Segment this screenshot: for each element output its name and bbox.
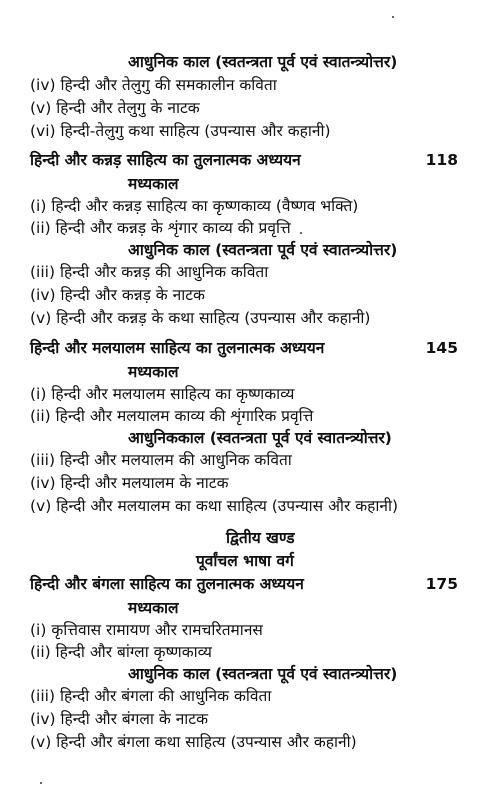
toc-entry: (i) हिन्दी और मलयालम साहित्य का कृष्णकाव्य	[30, 385, 295, 403]
toc-entry: (ii) हिन्दी और बांग्ला कृष्णकाव्य	[30, 643, 212, 661]
toc-entry: (iii) हिन्दी और कन्नड़ की आधुनिक कविता	[30, 263, 269, 281]
period-heading-medieval: मध्यकाल	[128, 363, 179, 381]
part-subtitle: पूर्वांचल भाषा वर्ग	[196, 552, 294, 570]
period-heading-modern: आधुनिक काल (स्वतन्त्रता पूर्व एवं स्वातन्त्र्योत्तर)	[128, 53, 398, 71]
scan-speck	[300, 232, 302, 234]
period-heading-medieval: मध्यकाल	[128, 175, 179, 193]
toc-entry: (iii) हिन्दी और बंगला की आधुनिक कविता	[30, 687, 272, 705]
page-number: 145	[425, 339, 458, 357]
toc-entry: (ii) हिन्दी और मलयालम काव्य की शृंगारिक प्रवृत्ति	[30, 407, 314, 425]
period-heading-medieval: मध्यकाल	[128, 599, 179, 617]
period-heading-modern: आधुनिक काल (स्वतन्त्रता पूर्व एवं स्वातन्त्र्योत्तर)	[128, 665, 398, 683]
toc-entry: (i) कृत्तिवास रामायण और रामचरितमानस	[30, 621, 263, 639]
toc-entry: (vi) हिन्दी-तेलुगु कथा साहित्य (उपन्यास और कहानी)	[30, 122, 331, 140]
toc-entry: (v) हिन्दी और मलयालम का कथा साहित्य (उपन्यास और कहानी)	[30, 497, 399, 515]
toc-entry: (iv) हिन्दी और कन्नड़ के नाटक	[30, 286, 205, 304]
scan-speck	[392, 16, 394, 18]
chapter-heading: हिन्दी और मलयालम साहित्य का तुलनात्मक अध्ययन	[30, 339, 325, 357]
part-title: द्वितीय खण्ड	[226, 529, 295, 547]
toc-entry: (iv) हिन्दी और मलयालम के नाटक	[30, 474, 229, 492]
toc-entry: (iv) हिन्दी और तेलुगु की समकालीन कविता	[30, 76, 277, 94]
chapter-heading: हिन्दी और बंगला साहित्य का तुलनात्मक अध्ययन	[30, 575, 304, 593]
toc-entry: (iii) हिन्दी और मलयालम की आधुनिक कविता	[30, 451, 292, 469]
period-heading-modern: आधुनिक काल (स्वतन्त्रता पूर्व एवं स्वातन्त्र्योत्तर)	[128, 241, 398, 259]
chapter-heading: हिन्दी और कन्नड़ साहित्य का तुलनात्मक अध्ययन	[30, 151, 301, 169]
toc-entry: (i) हिन्दी और कन्नड़ साहित्य का कृष्णकाव्य (वैष्णव भक्ति)	[30, 197, 359, 215]
toc-entry: (v) हिन्दी और बंगला कथा साहित्य (उपन्यास और कहानी)	[30, 733, 357, 751]
period-heading-modern: आधुनिककाल (स्वतन्त्रता पूर्व एवं स्वातन्त्र्योत्तर)	[128, 429, 392, 447]
toc-entry: (v) हिन्दी और तेलुगु के नाटक	[30, 99, 200, 117]
page-number: 118	[425, 151, 458, 169]
toc-entry: (ii) हिन्दी और कन्नड़ के शृंगार काव्य की प्रवृत्ति	[30, 219, 291, 237]
page-number: 175	[425, 575, 458, 593]
toc-entry: (iv) हिन्दी और बंगला के नाटक	[30, 710, 209, 728]
toc-entry: (v) हिन्दी और कन्नड़ के कथा साहित्य (उपन्यास और कहानी)	[30, 309, 371, 327]
scan-speck	[40, 782, 42, 784]
